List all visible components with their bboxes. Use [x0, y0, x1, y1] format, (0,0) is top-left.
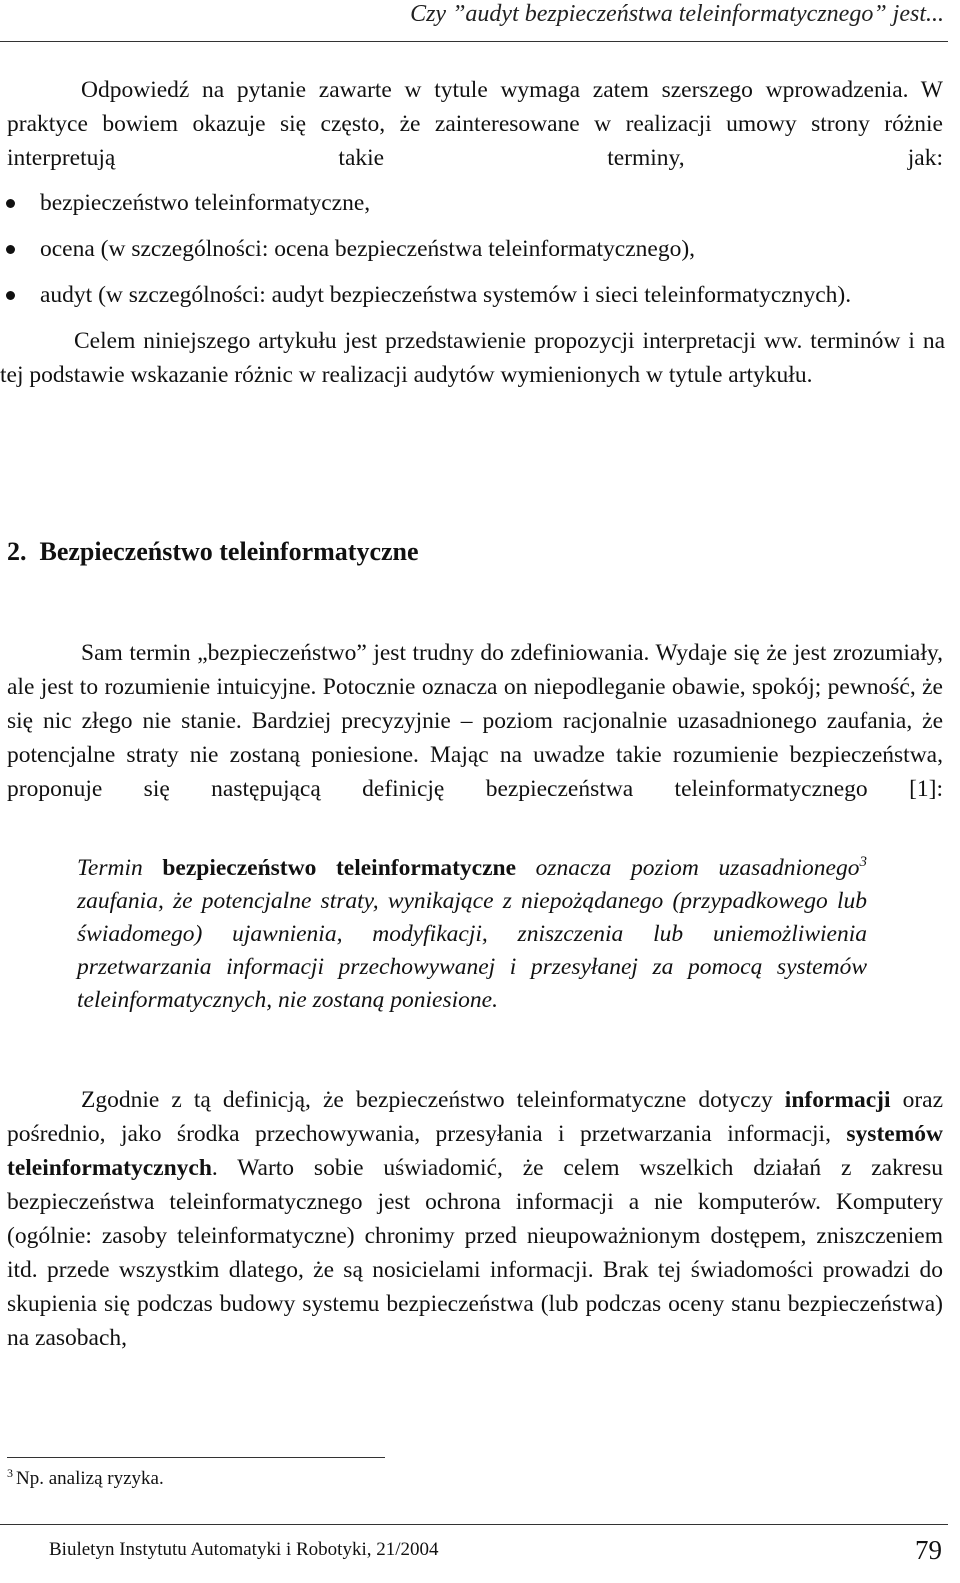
list-item [0, 186, 945, 220]
bullet-icon [6, 245, 15, 254]
definition-block [77, 852, 867, 1017]
section-heading: 2. Bezpieczeństwo teleinformatyczne [7, 537, 419, 566]
bullet-icon [6, 291, 15, 300]
footnote-number: 3 [7, 1466, 13, 1480]
definition-part2: zaufania, że potencjalne straty, wynikające z niepożądanego (przypadkowego lub świadomego) ujawnienia, modyfikacji, zniszczenia lub uniemożliwienia przetwarzania informacji przechowywanej i przesyłanej za pomocą systemów teleinformatycznych, nie zostaną poniesione. [77, 888, 867, 1013]
list-item-text: audyt (w szczególności: audyt bezpieczeństwa systemów i sieci teleinformatycznych). [40, 282, 852, 308]
follow-text-3: . Warto sobie uświadomić, że celem wszelkich działań z zakresu bezpieczeństwa teleinformatycznego jest ochrona informacji a nie komputerów. Komputery (ogólnie: zasoby teleinformatyczne) chronimy przed nieupoważnionym dostępem, zniszczeniem itd. przede wszystkim dlatego, że są nosicielami informacji. Brak tej świadomości prowadzi do skupienia się podczas budowy systemu bezpieczeństwa (lub podczas oceny stanu bezpieczeństwa) na zasobach, [7, 1155, 943, 1351]
footnote [7, 1467, 164, 1491]
definition-part1: oznacza poziom uzasadnionego [516, 855, 860, 881]
footer-journal: Biuletyn Instytutu Automatyki i Robotyki, 21/2004 [49, 1539, 439, 1560]
footer-rule [0, 1524, 948, 1525]
purpose-paragraph-wrapper [0, 324, 945, 392]
follow-text-1: Zgodnie z tą definicją, że bezpieczeństwo teleinformatyczne dotyczy [81, 1087, 785, 1113]
list-item-text: ocena (w szczególności: ocena bezpieczeństwa teleinformatycznego), [40, 236, 696, 262]
running-header: Czy ”audyt bezpieczeństwa teleinformatycznego” jest... [410, 1, 944, 27]
term-list [0, 186, 945, 404]
list-item-text: bezpieczeństwo teleinformatyczne, [40, 190, 371, 216]
header-rule [0, 41, 948, 42]
list-item [0, 278, 945, 312]
bullet-icon [6, 199, 15, 208]
follow-bold-1: informacji [784, 1087, 891, 1113]
follow-paragraph [7, 1083, 943, 1355]
page-number: 79 [915, 1535, 942, 1565]
section-paragraph: Sam termin „bezpieczeństwo” jest trudny do zdefiniowania. Wydaje się że jest zrozumiały, ale jest to rozumienie intuicyjne. Potocznie oznacza on niepodleganie obawie, spokój; pewność, że się nic złego nie stanie. Bardziej precyzyjnie – poziom racjonalnie uzasadnionego zaufania, że potencjalne straty nie zostaną poniesione. Mając na uwadze takie rozumienie bezpieczeństwa, proponuje się następującą definicję bezpieczeństwa teleinformatycznego [1]: [7, 640, 943, 802]
footnote-rule [7, 1457, 385, 1458]
intro-paragraph: Odpowiedź na pytanie zawarte w tytule wymaga zatem szerszego wprowadzenia. W praktyce bowiem okazuje się często, że zainteresowane w realizacji umowy strony różnie interpretują takie terminy, jak: [7, 77, 943, 171]
follow-bold-2: systemów teleinformatycznych [7, 1121, 943, 1181]
definition-lead: Termin [77, 855, 163, 881]
footnote-reference: 3 [859, 854, 867, 870]
list-item [0, 232, 945, 266]
footnote-text: Np. analizą ryzyka. [16, 1468, 164, 1489]
purpose-paragraph: Celem niniejszego artykułu jest przedstawienie propozycji interpretacji ww. terminów i na tej podstawie wskazanie różnic w realizacji audytów wymienionych w tytule artykułu. [0, 328, 945, 388]
definition-term: bezpieczeństwo teleinformatyczne [162, 855, 517, 881]
follow-text-2: oraz pośrednio, jako środka przechowywania, przesyłania i przetwarzania informacji, [7, 1087, 943, 1147]
